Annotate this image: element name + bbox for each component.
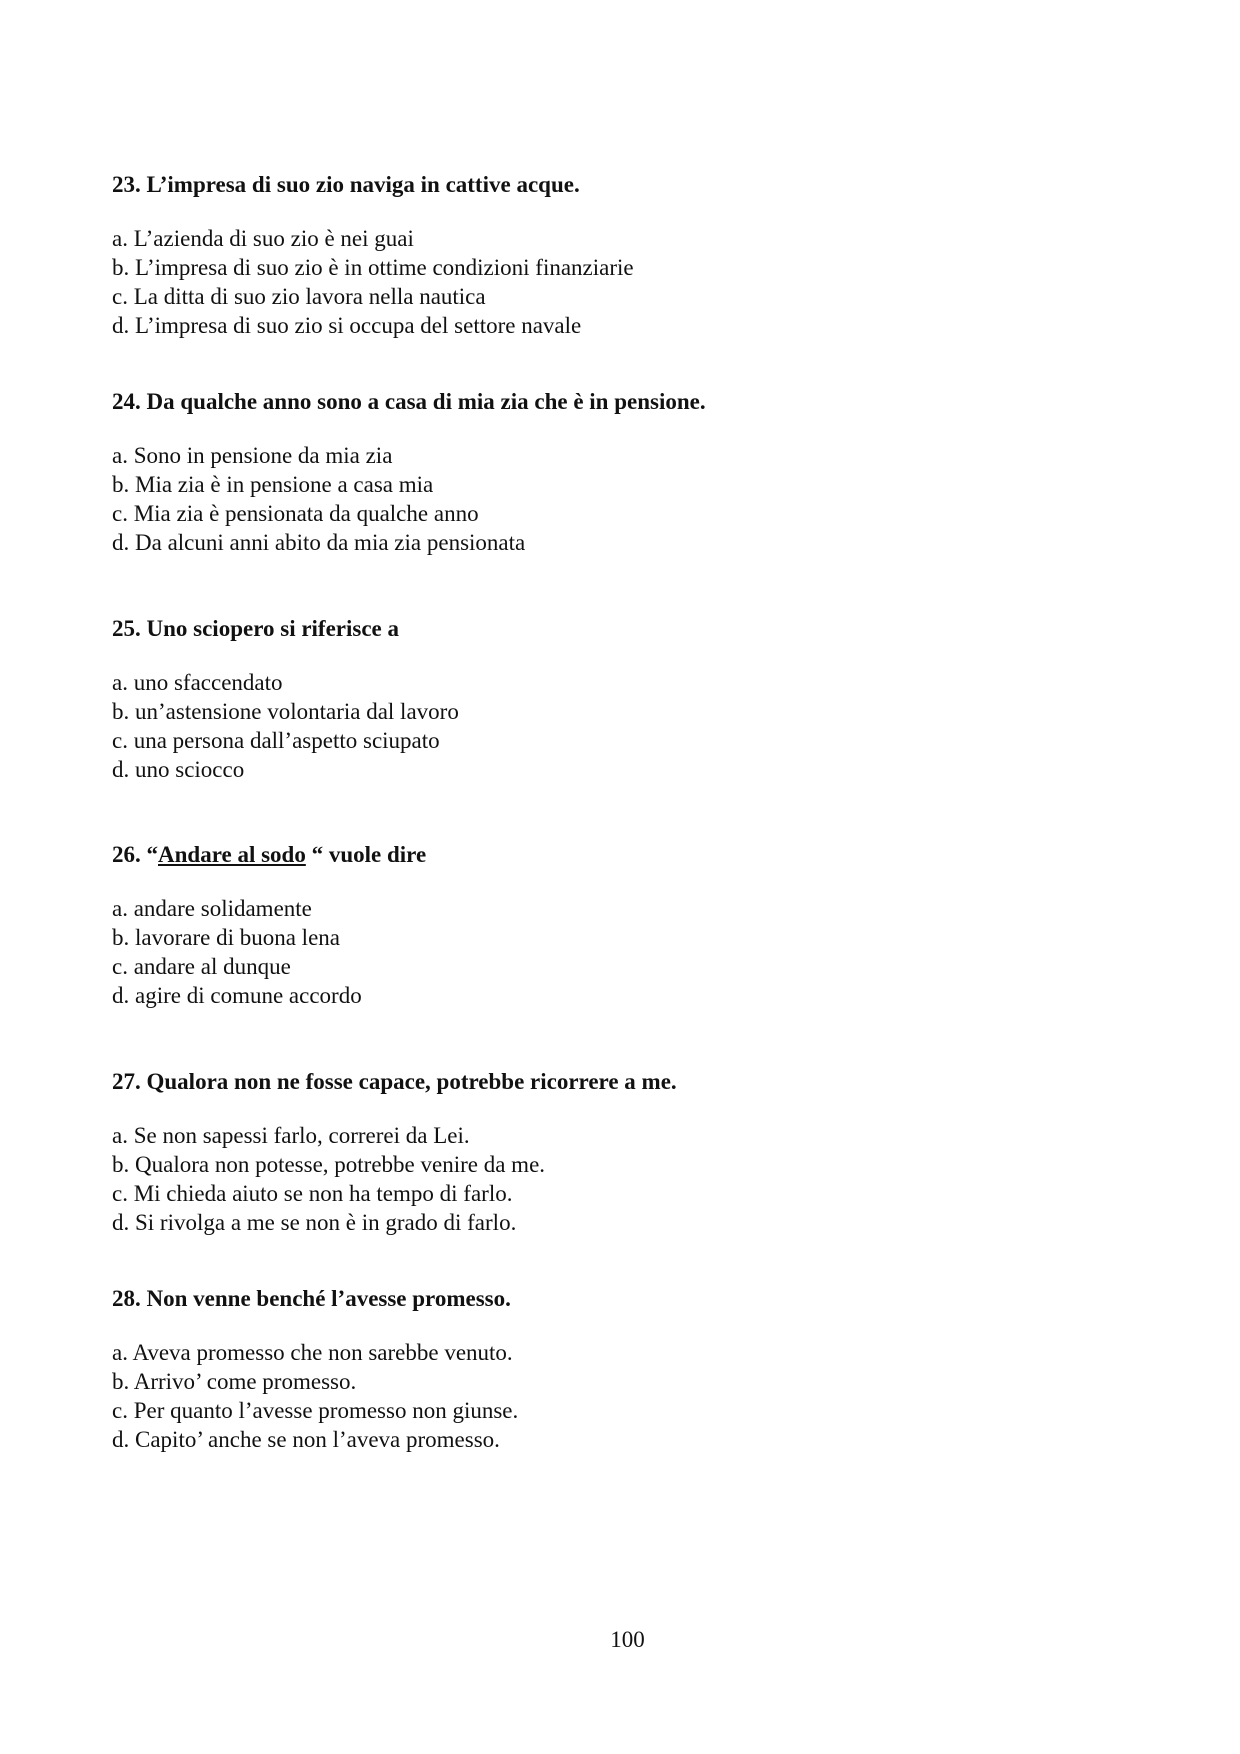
option-b: b. Mia zia è in pensione a casa mia — [112, 472, 434, 497]
question-title: 28. Non venne benché l’avesse promesso. — [112, 1286, 511, 1311]
question-title — [112, 840, 1132, 869]
option-a: a. Aveva promesso che non sarebbe venuto. — [112, 1340, 513, 1365]
option-b: b. Arrivo’ come promesso. — [112, 1369, 357, 1394]
answer-options — [112, 1338, 1132, 1454]
option-a: a. uno sfaccendato — [112, 670, 283, 695]
option-c: c. Per quanto l’avesse promesso non giunse. — [112, 1398, 519, 1423]
option-b: b. lavorare di buona lena — [112, 925, 340, 950]
option-d: d. Si rivolga a me se non è in grado di farlo. — [112, 1210, 517, 1235]
question-28 — [112, 1284, 1132, 1454]
option-d: d. Capito’ anche se non l’aveva promesso. — [112, 1427, 500, 1452]
option-a: a. Sono in pensione da mia zia — [112, 443, 393, 468]
question-title: 23. L’impresa di suo zio naviga in cattive acque. — [112, 172, 580, 197]
question-26 — [112, 840, 1132, 1010]
question-27 — [112, 1067, 1132, 1237]
idiom-underlined: Andare al sodo — [158, 842, 306, 867]
option-a: a. L’azienda di suo zio è nei guai — [112, 226, 414, 251]
option-c: c. La ditta di suo zio lavora nella nautica — [112, 284, 486, 309]
option-c: c. Mi chieda aiuto se non ha tempo di farlo. — [112, 1181, 513, 1206]
question-title: 24. Da qualche anno sono a casa di mia zia che è in pensione. — [112, 389, 706, 414]
option-d: d. Da alcuni anni abito da mia zia pensionata — [112, 530, 526, 555]
option-b: b. un’astensione volontaria dal lavoro — [112, 699, 459, 724]
question-23 — [112, 170, 1132, 340]
option-a: a. andare solidamente — [112, 896, 312, 921]
question-24 — [112, 387, 1132, 557]
question-title: 27. Qualora non ne fosse capace, potrebbe ricorrere a me. — [112, 1069, 677, 1094]
answer-options — [112, 668, 1132, 784]
option-c: c. una persona dall’aspetto sciupato — [112, 728, 440, 753]
answer-options — [112, 441, 1132, 557]
option-d: d. agire di comune accordo — [112, 983, 362, 1008]
page-number: 100 — [610, 1627, 645, 1652]
answer-options — [112, 1121, 1132, 1237]
option-b: b. Qualora non potesse, potrebbe venire da me. — [112, 1152, 546, 1177]
option-a: a. Se non sapessi farlo, correrei da Lei. — [112, 1123, 470, 1148]
option-c: c. Mia zia è pensionata da qualche anno — [112, 501, 479, 526]
question-title: 25. Uno sciopero si riferisce a — [112, 616, 400, 641]
option-b: b. L’impresa di suo zio è in ottime condizioni finanziarie — [112, 255, 634, 280]
answer-options — [112, 894, 1132, 1010]
option-c: c. andare al dunque — [112, 954, 291, 979]
question-25 — [112, 614, 1132, 784]
answer-options — [112, 224, 1132, 340]
question-title-suffix: “ vuole dire — [305, 842, 427, 867]
question-title-prefix: 26. “ — [112, 842, 158, 867]
option-d: d. uno sciocco — [112, 757, 245, 782]
option-d: d. L’impresa di suo zio si occupa del settore navale — [112, 313, 582, 338]
